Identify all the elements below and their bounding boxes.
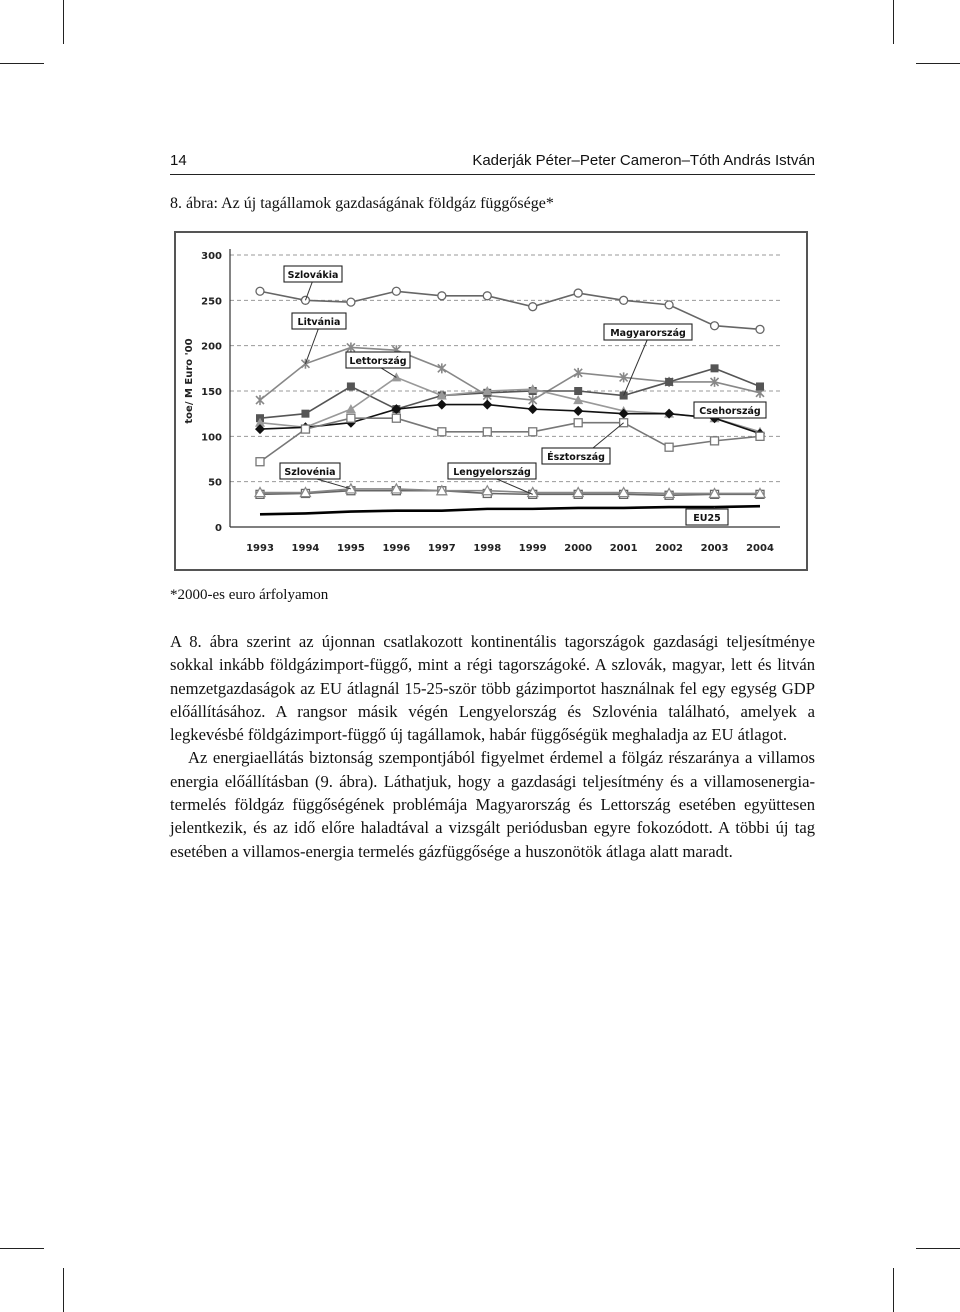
running-header-authors: Kaderják Péter–Peter Cameron–Tóth András István bbox=[472, 152, 815, 169]
data-point bbox=[256, 458, 264, 466]
x-tick-label: 1999 bbox=[518, 543, 547, 554]
x-tick-label: 2001 bbox=[609, 543, 638, 554]
y-tick-label: 250 bbox=[201, 296, 222, 308]
crop-mark bbox=[916, 1248, 960, 1249]
figure-footnote: *2000-es euro árfolyamon bbox=[170, 587, 329, 603]
crop-mark bbox=[0, 63, 44, 64]
data-point bbox=[301, 425, 309, 433]
y-tick-label: 100 bbox=[201, 432, 222, 444]
line-chart bbox=[176, 233, 806, 569]
data-point bbox=[573, 406, 583, 416]
paragraph: Az energiaellátás biztonság szempontjából figyelmet érdemel a fölgáz részaránya a villamos energia előállításban (9. ábra). Láthatjuk, hogy a gazdasági teljesítmény és a villamosenergia-termelés földgáz függőségének problémája Magyarország és Lettország esetében együttesen jelentkezik, és az idő előre haladtával a vizsgált periódusban egyre fokozódott. A többi új tag esetében a villamos-energia termelés gázfüggősége a huszonötök átlaga alatt maradt. bbox=[170, 748, 815, 861]
data-point bbox=[711, 364, 719, 372]
y-tick-label: 150 bbox=[201, 387, 222, 398]
data-point bbox=[301, 410, 309, 418]
data-point bbox=[437, 400, 447, 410]
data-point bbox=[483, 428, 491, 436]
data-point bbox=[528, 404, 538, 414]
crop-mark bbox=[0, 1248, 44, 1249]
data-point bbox=[482, 400, 492, 410]
x-tick-label: 1997 bbox=[427, 543, 456, 554]
y-axis-label: toe/ M Euro '00 bbox=[184, 338, 195, 424]
paragraph: A 8. ábra szerint az újonnan csatlakozott kontinentális tagországok gazdasági teljesítménye sokkal inkább földgázimport-függő, mint a régi tagországoké. A szlovák, magyar, lett és litván nemzetgazdaságok az EU átlagnál 15-25-ször több gázimportot használnak fel egy egység GDP előállításához. A rangsor másik végén Lengyelország és Szlovénia található, amelyek a legkevésbé földgázimport-függő új tagállamok, habár függőségük meghaladja az EU átlagot. bbox=[170, 632, 815, 745]
legend-label: Szlovénia bbox=[284, 467, 336, 478]
crop-mark bbox=[63, 0, 64, 44]
x-tick-label: 2000 bbox=[564, 543, 593, 554]
x-tick-label: 1998 bbox=[473, 543, 502, 554]
page-number: 14 bbox=[170, 152, 187, 169]
legend-label: Lengyelország bbox=[453, 467, 531, 478]
data-point bbox=[574, 387, 582, 395]
callout-leader bbox=[624, 338, 648, 396]
data-point bbox=[256, 287, 264, 295]
legend-label: Csehország bbox=[699, 406, 761, 417]
body-text bbox=[170, 630, 815, 863]
data-point bbox=[301, 296, 309, 304]
x-tick-label: 2003 bbox=[700, 543, 729, 554]
data-point bbox=[574, 419, 582, 427]
data-point bbox=[711, 437, 719, 445]
data-point bbox=[392, 287, 400, 295]
legend-label: Szlovákia bbox=[287, 270, 339, 281]
data-point bbox=[756, 382, 764, 390]
data-point bbox=[620, 296, 628, 304]
y-tick-label: 300 bbox=[201, 251, 222, 262]
chart-frame bbox=[174, 231, 808, 571]
series-line bbox=[260, 506, 760, 514]
data-point bbox=[665, 301, 673, 309]
x-tick-label: 2002 bbox=[655, 543, 684, 554]
series-line bbox=[260, 368, 760, 418]
data-point bbox=[438, 428, 446, 436]
legend-label: Litvánia bbox=[297, 317, 341, 328]
legend-label: Lettország bbox=[349, 356, 407, 367]
data-point bbox=[756, 325, 764, 333]
data-point bbox=[574, 289, 582, 297]
x-tick-label: 1996 bbox=[382, 543, 411, 554]
data-point bbox=[529, 303, 537, 311]
data-point bbox=[347, 414, 355, 422]
legend-label: EU25 bbox=[693, 513, 721, 524]
crop-mark bbox=[916, 63, 960, 64]
y-tick-label: 0 bbox=[215, 523, 222, 534]
running-header bbox=[170, 152, 815, 175]
data-point bbox=[529, 428, 537, 436]
data-point bbox=[665, 443, 673, 451]
series-line bbox=[260, 405, 760, 434]
data-point bbox=[256, 395, 264, 405]
x-tick-label: 1993 bbox=[246, 543, 274, 554]
y-tick-label: 200 bbox=[201, 341, 222, 353]
crop-mark bbox=[63, 1268, 64, 1312]
data-point bbox=[756, 432, 764, 440]
callout-leader bbox=[305, 280, 313, 300]
data-point bbox=[347, 382, 355, 390]
crop-mark bbox=[893, 1268, 894, 1312]
figure-caption: 8. ábra: Az új tagállamok gazdaságának földgáz függősége* bbox=[170, 195, 554, 212]
data-point bbox=[347, 298, 355, 306]
x-tick-label: 1995 bbox=[336, 543, 365, 554]
data-point bbox=[346, 404, 356, 413]
x-tick-label: 1994 bbox=[291, 543, 320, 554]
data-point bbox=[438, 292, 446, 300]
data-point bbox=[483, 292, 491, 300]
crop-mark bbox=[893, 0, 894, 44]
y-tick-label: 50 bbox=[208, 477, 222, 489]
x-tick-label: 2004 bbox=[746, 543, 774, 554]
data-point bbox=[711, 322, 719, 330]
data-point bbox=[438, 363, 446, 373]
legend-label: Észtország bbox=[547, 452, 605, 463]
data-point bbox=[665, 378, 673, 386]
legend-label: Magyarország bbox=[610, 328, 686, 339]
data-point bbox=[392, 414, 400, 422]
